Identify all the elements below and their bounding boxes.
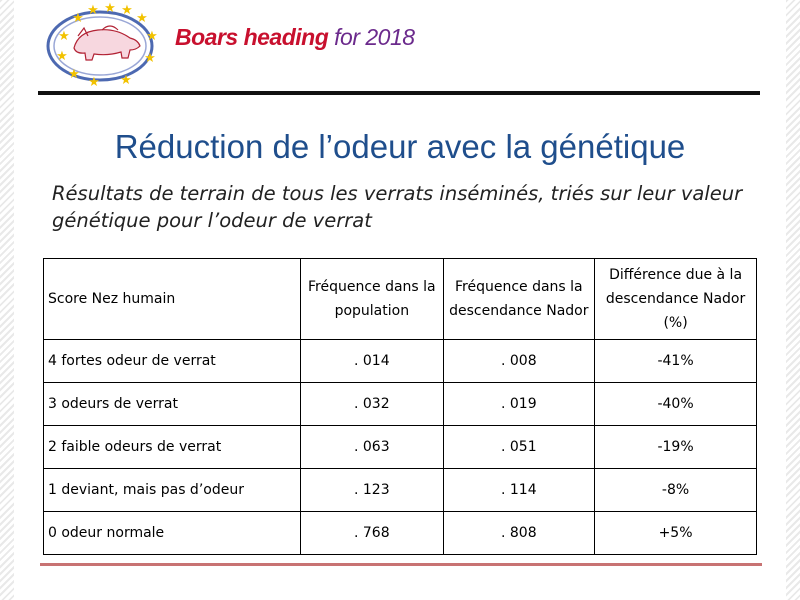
cell-difference: +5% bbox=[595, 512, 757, 555]
table-header-row bbox=[44, 259, 757, 340]
svg-text:★: ★ bbox=[104, 1, 116, 16]
cell-population: . 014 bbox=[301, 340, 443, 383]
page-title: Réduction de l’odeur avec la génétique bbox=[114, 128, 686, 165]
svg-text:★: ★ bbox=[146, 29, 158, 44]
cell-descendance: . 051 bbox=[443, 426, 595, 469]
cell-difference: -40% bbox=[595, 383, 757, 426]
brand-name: Boars heading bbox=[175, 24, 329, 50]
footer-divider bbox=[40, 563, 762, 566]
svg-text:★: ★ bbox=[72, 11, 84, 26]
table-row bbox=[44, 426, 757, 469]
cell-descendance: . 114 bbox=[443, 469, 595, 512]
table-row bbox=[44, 340, 757, 383]
svg-text:★: ★ bbox=[144, 51, 156, 66]
cell-descendance: . 008 bbox=[443, 340, 595, 383]
brand-text bbox=[175, 24, 415, 51]
cell-score: 3 odeurs de verrat bbox=[44, 383, 301, 426]
header-population: Fréquence dans la population bbox=[301, 259, 443, 340]
svg-text:★: ★ bbox=[87, 3, 99, 18]
svg-text:★: ★ bbox=[68, 67, 80, 82]
cell-population: . 063 bbox=[301, 426, 443, 469]
results-table bbox=[43, 258, 757, 555]
cell-descendance: . 808 bbox=[443, 512, 595, 555]
right-border-hatch bbox=[786, 0, 800, 600]
cell-population: . 123 bbox=[301, 469, 443, 512]
svg-text:★: ★ bbox=[56, 49, 68, 64]
cell-difference: -41% bbox=[595, 340, 757, 383]
cell-score: 0 odeur normale bbox=[44, 512, 301, 555]
slide-header bbox=[30, 0, 770, 95]
left-border-hatch bbox=[0, 0, 14, 600]
cell-score: 2 faible odeurs de verrat bbox=[44, 426, 301, 469]
svg-text:★: ★ bbox=[121, 3, 133, 18]
cell-score: 1 deviant, mais pas d’odeur bbox=[44, 469, 301, 512]
table-row bbox=[44, 469, 757, 512]
table-row bbox=[44, 512, 757, 555]
svg-text:★: ★ bbox=[88, 75, 100, 90]
header-score: Score Nez humain bbox=[44, 259, 301, 340]
boar-icon bbox=[74, 26, 140, 60]
cell-population: . 768 bbox=[301, 512, 443, 555]
svg-text:★: ★ bbox=[58, 29, 70, 44]
header-descendance: Fréquence dans la descendance Nador bbox=[443, 259, 595, 340]
boars-heading-logo bbox=[38, 0, 168, 92]
header-difference: Différence due à la descendance Nador (%) bbox=[595, 259, 757, 340]
cell-descendance: . 019 bbox=[443, 383, 595, 426]
svg-text:★: ★ bbox=[136, 11, 148, 26]
cell-difference: -19% bbox=[595, 426, 757, 469]
table-row bbox=[44, 383, 757, 426]
svg-text:★: ★ bbox=[120, 73, 132, 88]
cell-population: . 032 bbox=[301, 383, 443, 426]
page-subtitle: Résultats de terrain de tous les verrats inséminés, triés sur leur valeur génétique pour l’odeur de verrat bbox=[52, 182, 743, 232]
cell-difference: -8% bbox=[595, 469, 757, 512]
brand-year: for 2018 bbox=[334, 24, 415, 50]
header-divider bbox=[38, 91, 760, 95]
cell-score: 4 fortes odeur de verrat bbox=[44, 340, 301, 383]
